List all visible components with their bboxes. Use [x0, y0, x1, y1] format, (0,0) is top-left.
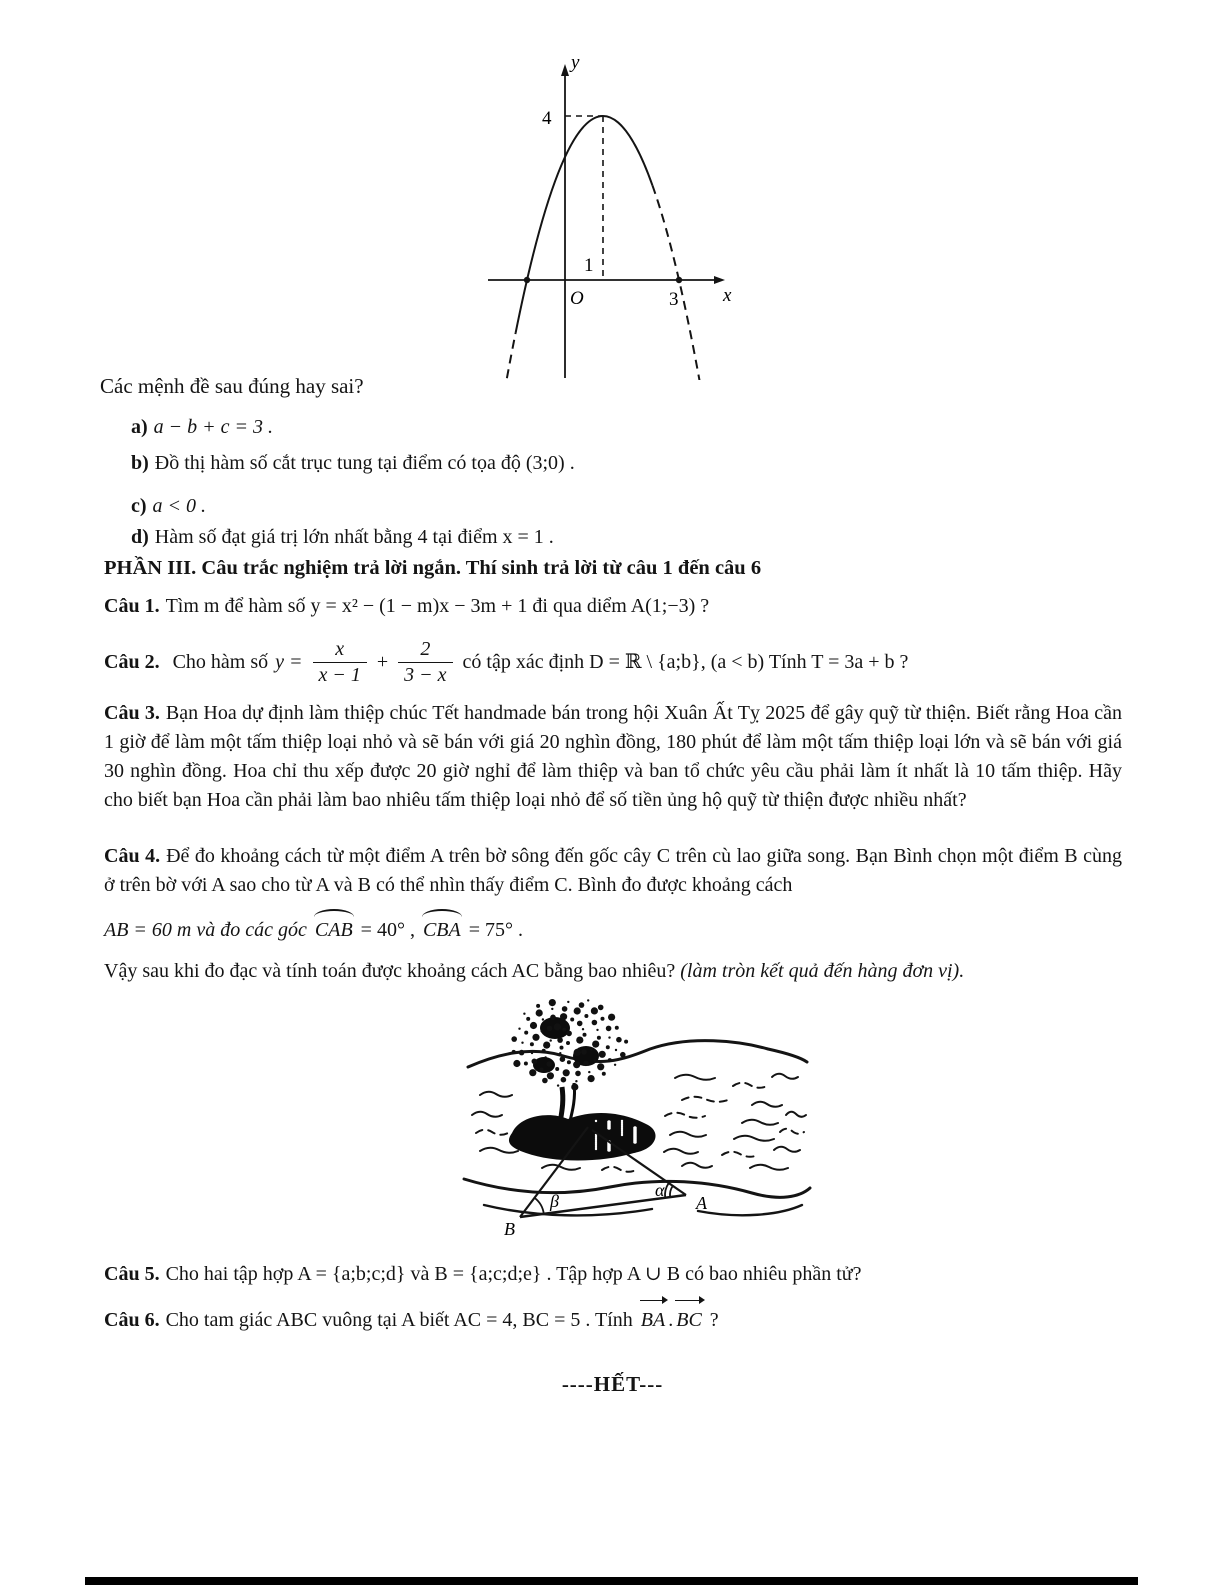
angle-CAB: CAB [312, 916, 356, 945]
angle-arc-A-inner [670, 1186, 673, 1197]
formula-mid: = 40° , [360, 919, 420, 941]
question-6-pre: Cho tam giác ABC vuông tại A biết AC = 4, BC = 5 . Tính [165, 1309, 638, 1331]
question-2-lhs: y = [275, 650, 303, 673]
statement-a-label: a) [131, 416, 148, 438]
point-B-label: B [504, 1219, 515, 1239]
statement-c-text: a < 0 . [152, 495, 207, 517]
fraction-1-denominator: x − 1 [313, 662, 367, 686]
parabola-curve-right-tail [652, 185, 709, 380]
statement-a [131, 413, 273, 442]
question-6-label: Câu 6. [104, 1309, 160, 1331]
angle-arc-A-outer [665, 1183, 669, 1198]
statement-d-text: Hàm số đạt giá trị lớn nhất bằng 4 tại điểm x = 1 . [154, 526, 554, 548]
question-4-note: (làm tròn kết quả đến hàng đơn vị). [680, 960, 965, 982]
question-4-question-text: Vậy sau khi đo đạc và tính toán được khoảng cách AC bằng bao nhiêu? [104, 960, 681, 982]
question-1 [104, 592, 1124, 621]
vector-BA: BA [639, 1306, 667, 1335]
part3-heading: PHẦN III. Câu trắc nghiệm trả lời ngắn. Thí sinh trả lời từ câu 1 đến câu 6 [104, 557, 762, 579]
y-axis-label: y [571, 52, 580, 73]
beta-label: β [550, 1191, 559, 1211]
x-axis-label: x [723, 285, 732, 306]
end-marker: ----HẾT--- [561, 1372, 664, 1396]
vector-BC: BC [674, 1306, 704, 1335]
statement-b-text: Đồ thị hàm số cắt trục tung tại điểm có tọa độ (3;0) . [154, 452, 575, 474]
statement-a-text: a − b + c = 3 . [153, 416, 274, 438]
question-3-label: Câu 3. [104, 702, 160, 724]
question-2-label: Câu 2. [104, 650, 160, 673]
formula-pre: AB = 60 m và đo các góc [104, 919, 312, 941]
x-axis-arrow [714, 276, 725, 284]
fraction-1 [313, 639, 367, 686]
question-2-post: có tập xác định D = ℝ \ {a;b}, (a < b) Tính T = 3a + b ? [462, 650, 909, 673]
question-6-dot: . [668, 1309, 674, 1331]
question-4-label: Câu 4. [104, 845, 161, 867]
angle-CBA: CBA [420, 916, 464, 945]
question-3-text: Bạn Hoa dự định làm thiệp chúc Tết handmade bán trong hội Xuân Ất Tỵ 2025 để gây quỹ từ thiện. Biết rằng Hoa cần 1 giờ để làm một tấm thiệp loại nhỏ và sẽ bán với giá 20 nghìn đồng, 180 phút để làm một tấm thiệp loại lớn và sẽ bán với giá 30 nghìn đồng. Hoa chỉ thu xếp được 20 giờ nghỉ để làm thiệp và ban tổ chức yêu cầu phải làm ít nhất là 10 tấm thiệp. Hãy cho biết bạn Hoa cần phải làm bao nhiêu tấm thiệp loại nhỏ để số tiền ủng hộ quỹ từ thiện được nhiều nhất? [104, 702, 1122, 811]
right-intercept-dot [676, 277, 682, 283]
question-4-body [104, 842, 1122, 900]
fraction-2-denominator: 3 − x [398, 662, 452, 686]
y-axis-arrow [561, 64, 569, 76]
left-intercept-dot [524, 277, 530, 283]
fraction-2-numerator: 2 [420, 637, 431, 660]
question-4-formula [104, 908, 1122, 945]
question-4-text: Để đo khoảng cách từ một điểm A trên bờ sông đến gốc cây C trên cù lao giữa song. Bạn Bình chọn một điểm B cùng ở trên bờ với A sao cho từ A và B có thể nhìn thấy điểm C. Bình đo được khoảng cách [104, 845, 1122, 896]
lower-wave-line-2 [698, 1205, 802, 1215]
parabola-curve-left-tail [497, 333, 516, 380]
statement-c-label: c) [131, 495, 147, 517]
question-1-text: Tìm m để hàm số y = x² − (1 − m)x − 3m + 1 đi qua diểm A(1;−3) ? [165, 595, 710, 617]
question-5-text: Cho hai tập hợp A = {a;b;c;d} và B = {a;c;d;e} . Tập hợp A ∪ B có bao nhiêu phần tử? [165, 1263, 862, 1285]
river-illustration [450, 983, 820, 1251]
question-5 [104, 1260, 1124, 1289]
question-5-label: Câu 5. [104, 1263, 160, 1285]
intro-question: Các mệnh đề sau đúng hay sai? [100, 374, 364, 398]
tree-foliage-dots [511, 999, 628, 1091]
question-6-post: ? [704, 1309, 719, 1331]
question-2 [104, 624, 908, 700]
question-4-question [104, 957, 1122, 986]
parabola-figure [470, 50, 770, 380]
point-A-label: A [696, 1193, 707, 1213]
question-2-pre: Cho hàm số [172, 650, 269, 673]
statement-b [131, 449, 575, 478]
statement-b-label: b) [131, 452, 149, 474]
fraction-1-numerator: x [335, 637, 345, 660]
question-6 [104, 1306, 1124, 1335]
river-figure [450, 983, 820, 1251]
question-4 [104, 842, 1122, 986]
origin-label: O [570, 288, 584, 309]
vertex-x-label: 1 [584, 255, 594, 276]
formula-post: = 75° . [468, 919, 524, 941]
statement-c [131, 492, 206, 521]
lower-bank-line [464, 1179, 810, 1197]
statement-d-label: d) [131, 526, 149, 548]
question-1-label: Câu 1. [104, 595, 160, 617]
alpha-label: α [655, 1180, 665, 1200]
max-value-label: 4 [542, 108, 552, 129]
parabola-graph [470, 50, 770, 380]
scan-edge-bar [85, 1577, 1138, 1585]
x-intercept-label: 3 [669, 289, 679, 310]
statement-d [131, 523, 554, 552]
tree-trunk [560, 1087, 563, 1123]
parabola-curve-solid [516, 116, 653, 333]
angle-arc-B [535, 1198, 544, 1214]
question-3 [104, 699, 1122, 815]
question-2-plus: + [376, 650, 389, 673]
fraction-2 [398, 639, 452, 686]
